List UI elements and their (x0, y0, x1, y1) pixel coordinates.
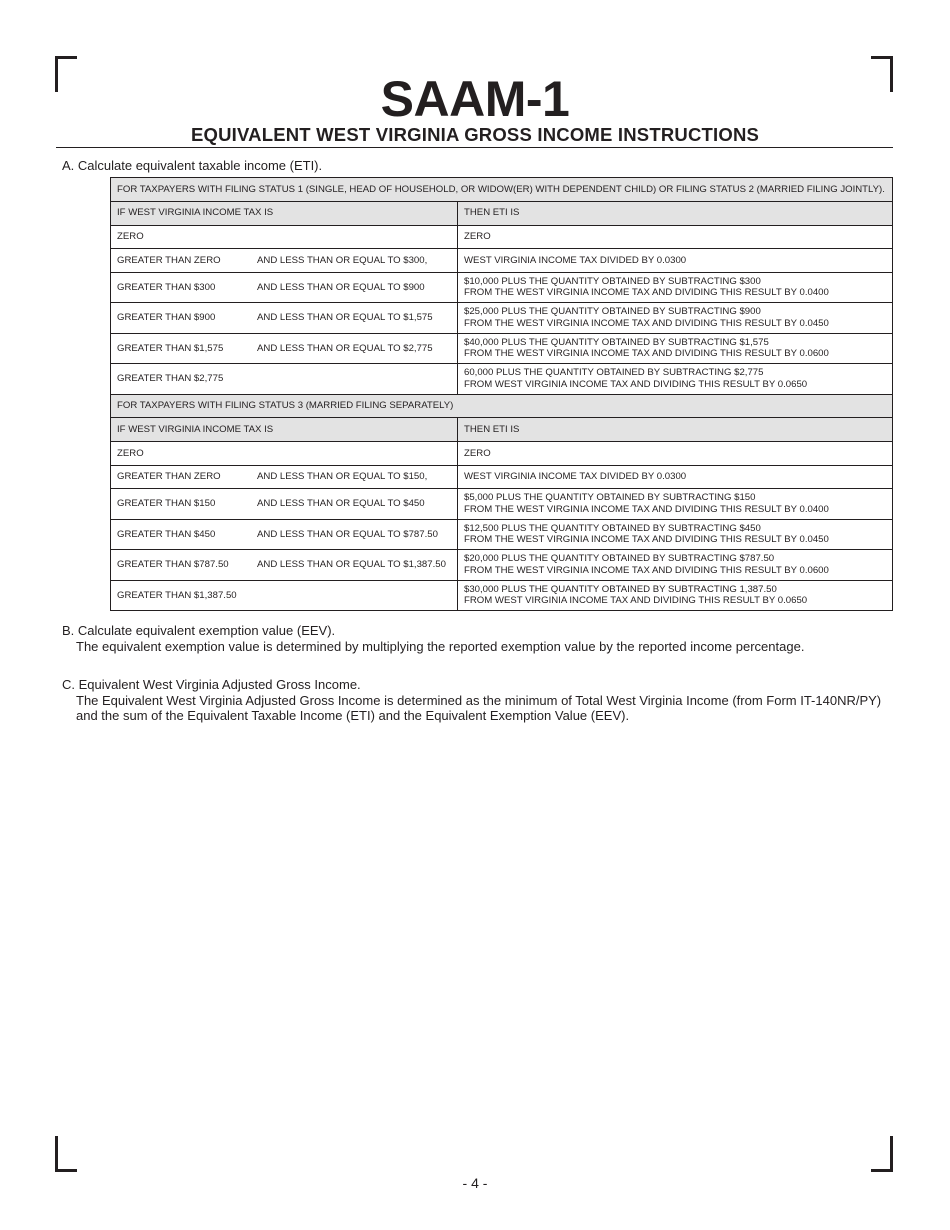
form-id: SAAM-1 (380, 71, 570, 127)
table-row (111, 489, 893, 520)
lower-bound: ZERO (117, 231, 144, 242)
lower-bound: GREATER THAN $1,387.50 (117, 589, 237, 601)
result-cell (458, 364, 893, 395)
condition-cell (111, 580, 458, 611)
result-line-2: FROM THE WEST VIRGINIA INCOME TAX AND DIVIDING THIS RESULT BY 0.0600 (464, 348, 829, 360)
table-group-title-row (111, 178, 893, 202)
result-line-2: FROM THE WEST VIRGINIA INCOME TAX AND DIVIDING THIS RESULT BY 0.0400 (464, 503, 829, 515)
page-number: - 4 - (462, 1175, 488, 1191)
table-row (111, 272, 893, 303)
result-cell (458, 333, 893, 364)
condition-cell (111, 550, 458, 581)
section-b-heading: B. Calculate equivalent exemption value (EEV). (62, 623, 336, 638)
result-cell (458, 442, 893, 466)
result-line-1: $5,000 PLUS THE QUANTITY OBTAINED BY SUBTRACTING $150 (464, 492, 756, 504)
crop-mark-bottom-right (871, 1136, 893, 1172)
table-row (111, 249, 893, 273)
result-line-1: $12,500 PLUS THE QUANTITY OBTAINED BY SUBTRACTING $450 (464, 522, 761, 534)
result-cell (458, 303, 893, 334)
result-cell (458, 249, 893, 273)
table-row (111, 465, 893, 489)
result-line-1: $30,000 PLUS THE QUANTITY OBTAINED BY SUBTRACTING 1,387.50 (464, 583, 777, 595)
result-line-2: FROM THE WEST VIRGINIA INCOME TAX AND DIVIDING THIS RESULT BY 0.0400 (464, 287, 829, 299)
result-cell (458, 225, 893, 249)
table-row (111, 333, 893, 364)
table-header-row (111, 201, 893, 225)
upper-bound: AND LESS THAN OR EQUAL TO $2,775 (257, 342, 433, 354)
upper-bound: AND LESS THAN OR EQUAL TO $1,387.50 (257, 559, 446, 570)
result-line-1: $40,000 PLUS THE QUANTITY OBTAINED BY SUBTRACTING $1,575 (464, 336, 769, 348)
section-c (62, 677, 892, 724)
result-cell (458, 580, 893, 611)
result-cell (458, 489, 893, 520)
lower-bound: GREATER THAN $787.50 (117, 559, 229, 570)
condition-cell (111, 519, 458, 550)
result-line-2: FROM THE WEST VIRGINIA INCOME TAX AND DIVIDING THIS RESULT BY 0.0600 (464, 564, 829, 576)
result-line-1: $25,000 PLUS THE QUANTITY OBTAINED BY SUBTRACTING $900 (464, 306, 761, 318)
form-subtitle: EQUIVALENT WEST VIRGINIA GROSS INCOME INSTRUCTIONS (190, 124, 760, 145)
column-header-then: THEN ETI IS (458, 418, 893, 442)
lower-bound: GREATER THAN $1,575 (117, 342, 224, 354)
column-header-then: THEN ETI IS (458, 201, 893, 225)
result-line-2: FROM THE WEST VIRGINIA INCOME TAX AND DIVIDING THIS RESULT BY 0.0450 (464, 317, 829, 329)
condition-cell (111, 489, 458, 520)
table-row (111, 519, 893, 550)
section-b (62, 623, 892, 654)
column-header-if: IF WEST VIRGINIA INCOME TAX IS (111, 201, 458, 225)
condition-cell (111, 249, 458, 273)
upper-bound: AND LESS THAN OR EQUAL TO $300, (257, 254, 428, 266)
crop-mark-bottom-left (55, 1136, 77, 1172)
group1-title: FOR TAXPAYERS WITH FILING STATUS 1 (SINGLE, HEAD OF HOUSEHOLD, OR WIDOW(ER) WITH DEPENDENT CHILD) OR FILING STATUS 2 (MARRIED FILING JOINTLY). (111, 178, 893, 202)
condition-cell (111, 303, 458, 334)
result-line-1: $10,000 PLUS THE QUANTITY OBTAINED BY SUBTRACTING $300 (464, 275, 761, 287)
result-line-1: 60,000 PLUS THE QUANTITY OBTAINED BY SUBTRACTING $2,775 (464, 367, 764, 379)
table-header-row (111, 418, 893, 442)
result-cell (458, 465, 893, 489)
result-cell (458, 519, 893, 550)
result-line-2: FROM WEST VIRGINIA INCOME TAX AND DIVIDING THIS RESULT BY 0.0650 (464, 595, 808, 607)
condition-cell (111, 225, 458, 249)
result-line-2: FROM WEST VIRGINIA INCOME TAX AND DIVIDING THIS RESULT BY 0.0650 (464, 378, 808, 390)
section-c-body: The Equivalent West Virginia Adjusted Gross Income is determined as the minimum of Total West Virginia Income (from Form IT-140NR/PY) and the sum of the Equivalent Taxable Income (ETI) and the Equivalent Exemption Value (EEV). (76, 692, 882, 723)
eti-table (110, 177, 893, 611)
lower-bound: GREATER THAN $900 (117, 312, 216, 323)
section-a-heading: A. Calculate equivalent taxable income (ETI). (62, 158, 323, 173)
condition-cell (111, 442, 458, 466)
lower-bound: GREATER THAN $450 (117, 528, 216, 540)
title-divider (56, 147, 893, 148)
result-line-1: ZERO (464, 231, 491, 242)
upper-bound: AND LESS THAN OR EQUAL TO $150, (257, 471, 428, 482)
result-line-1: WEST VIRGINIA INCOME TAX DIVIDED BY 0.0300 (464, 254, 687, 266)
condition-cell (111, 272, 458, 303)
result-cell (458, 272, 893, 303)
upper-bound: AND LESS THAN OR EQUAL TO $787.50 (257, 528, 438, 540)
result-line-1: ZERO (464, 447, 491, 459)
table-row (111, 364, 893, 395)
result-line-1: WEST VIRGINIA INCOME TAX DIVIDED BY 0.0300 (464, 471, 687, 482)
lower-bound: GREATER THAN $2,775 (117, 373, 224, 384)
lower-bound: GREATER THAN ZERO (117, 471, 221, 482)
group2-title: FOR TAXPAYERS WITH FILING STATUS 3 (MARRIED FILING SEPARATELY) (111, 394, 893, 418)
condition-cell (111, 333, 458, 364)
upper-bound: AND LESS THAN OR EQUAL TO $1,575 (257, 312, 433, 323)
table-group-title-row (111, 394, 893, 418)
condition-cell (111, 465, 458, 489)
lower-bound: GREATER THAN $150 (117, 498, 216, 509)
lower-bound: ZERO (117, 447, 144, 459)
result-cell (458, 550, 893, 581)
lower-bound: GREATER THAN ZERO (117, 254, 221, 266)
condition-cell (111, 364, 458, 395)
table-row (111, 303, 893, 334)
table-row (111, 225, 893, 249)
column-header-if: IF WEST VIRGINIA INCOME TAX IS (111, 418, 458, 442)
section-b-body: The equivalent exemption value is determined by multiplying the reported exemption value by the reported income percentage. (76, 638, 805, 654)
result-line-2: FROM THE WEST VIRGINIA INCOME TAX AND DIVIDING THIS RESULT BY 0.0450 (464, 534, 829, 546)
upper-bound: AND LESS THAN OR EQUAL TO $900 (257, 281, 425, 293)
upper-bound: AND LESS THAN OR EQUAL TO $450 (257, 498, 425, 509)
lower-bound: GREATER THAN $300 (117, 281, 216, 293)
table-row (111, 442, 893, 466)
table-row (111, 550, 893, 581)
table-row (111, 580, 893, 611)
result-line-1: $20,000 PLUS THE QUANTITY OBTAINED BY SUBTRACTING $787.50 (464, 553, 775, 565)
section-c-heading: C. Equivalent West Virginia Adjusted Gross Income. (62, 677, 361, 692)
